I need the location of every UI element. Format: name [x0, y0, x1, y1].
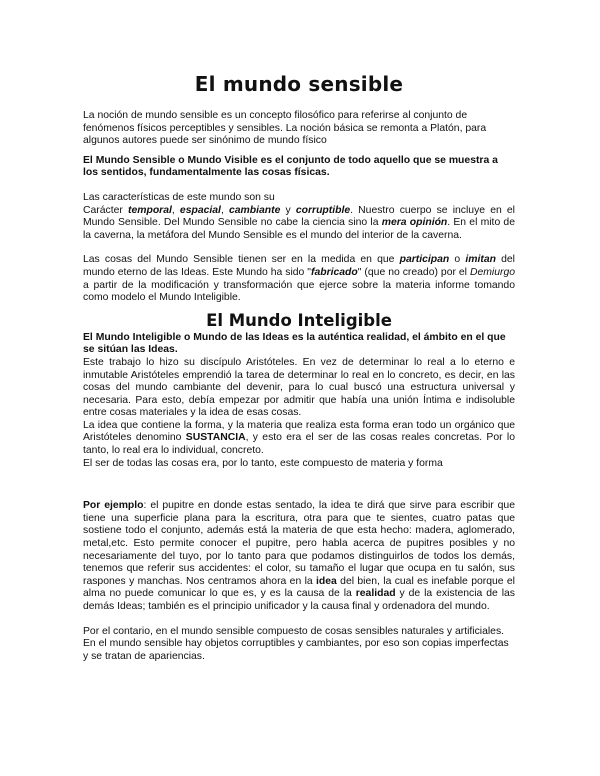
term-sustancia: SUSTANCIA [185, 432, 246, 444]
term-temporal: temporal [128, 204, 172, 216]
document-content [83, 72, 515, 663]
sensible-definition [83, 155, 515, 180]
ser-paragraph: El ser de todas las cosas era, por lo tanto, este compuesto de materia y forma [83, 457, 443, 469]
section-subtitle: El Mundo Inteligible [206, 310, 392, 330]
inteligible-definition [83, 332, 515, 357]
contrario-paragraph: Por el contario, en el mundo sensible compuesto de cosas sensibles naturales y artificiales. En el mundo sensible hay objetos corruptibles y cambiantes, por eso son copias imperfectas y se tratan de apariencias. [83, 625, 509, 662]
page-title: El mundo sensible [194, 72, 404, 96]
characteristics-paragraph: Carácter temporal, espacial, cambiante y corruptible. Nuestro cuerpo se incluye en el Mundo Sensible. Del Mundo Sensible no cabe la ciencia sino la mera opinión. En el mito de la caverna, la metáfora del Mundo Sensible es el mundo del interior de la caverna. [83, 204, 515, 241]
aristoteles-paragraph: Este trabajo lo hizo su discípulo Aristóteles. En vez de determinar lo real a lo eterno e inmutable Aristóteles emprendió la tarea de determinar lo real en lo concreto, es decir, en las cosas del mundo cambiante del devenir, para lo cual buscó una estructura universal y necesaria. Para esto, debía empezar por admitir que había una unión Íntima e indisoluble entre cosas materiales y la idea de esas cosas. [83, 356, 515, 419]
characteristics-lead: Las características de este mundo son su [83, 191, 275, 203]
term-espacial: espacial [179, 204, 221, 216]
term-corruptible: corruptible [295, 204, 351, 216]
bold-definition-2: El Mundo Inteligible o Mundo de las Ideas es la auténtica realidad, el ámbito en el que se sitúan las Ideas. [83, 331, 506, 356]
term-mera-opinion: mera opinión [381, 217, 448, 229]
term-cambiante: cambiante [228, 204, 281, 216]
ejemplo-label: Por ejemplo [83, 500, 144, 512]
intro-paragraph: La noción de mundo sensible es un concepto filosófico para referirse al conjunto de fenómenos físicos perceptibles y sensibles. La noción básica se remonta a Platón, para algunos autores puede ser sinónimo de mundo físico [83, 110, 487, 147]
cosas-paragraph: Las cosas del Mundo Sensible tienen ser en la medida en que participan o imitan del mundo eterno de las Ideas. Este Mundo ha sido "fabricado" (que no creado) por el Demiurgo a partir de la modificación y transformación que ejerce sobre la materia informe tomando como modelo el Mundo Inteligible. [83, 254, 516, 304]
bold-definition-1: El Mundo Sensible o Mundo Visible es el conjunto de todo aquello que se muestra a los sentidos, fundamentalmente las cosas físicas. [83, 154, 498, 179]
ejemplo-paragraph: Por ejemplo: el pupitre en donde estas sentado, la idea te dirá que sirve para escribir que tiene una superficie plana para la escritura, otra para que te sientes, cuatro patas que sostiene todo el conjunto, además está la materia de que esta hecho: madera, aglomerado, metal,etc. Esto permite conocer el pupitre, pero habla acerca de pupitres posibles y no necesariamente del tuyo, por lo tanto para que podamos distinguirlos de todos los demás, tenemos que referir sus accidentes: el color, su tamaño el lugar que ocupa en tu salón, sus raspones y manchas. Nos centramos ahora en la idea del bien, la cual es inefable porque el alma no puede comunicar lo que es, y es la causa de la realidad y de la existencia de las demás Ideas; también es el principio unificador y la causa final y ordenadora del mundo. [83, 500, 515, 612]
forma-paragraph: La idea que contiene la forma, y la materia que realiza esta forma eran todo un orgánico que Aristóteles denomino SUSTANCIA, y esto era el ser de las cosas reales concretas. Por lo tanto, lo real era lo individual, concreto. [83, 419, 515, 457]
